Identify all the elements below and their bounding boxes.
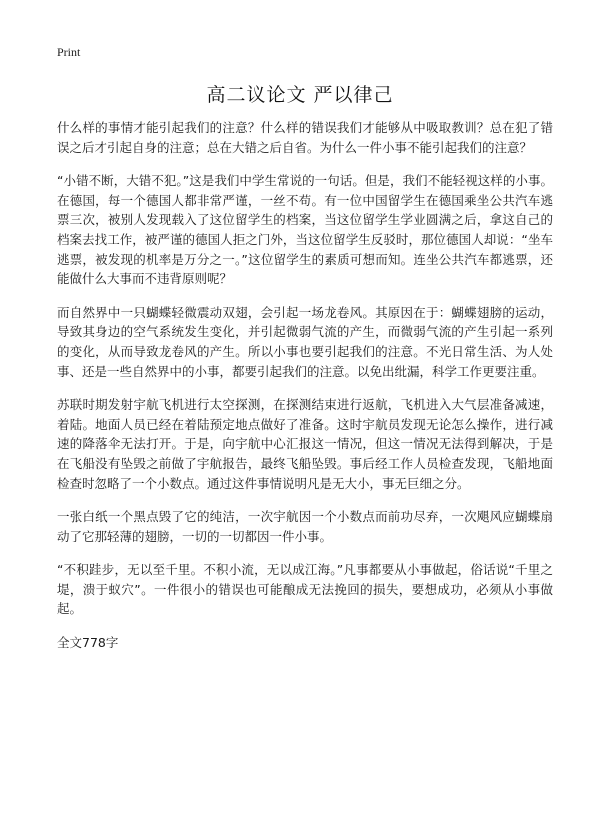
paragraph-6: “不积跬步，无以至千里。不积小流，无以成江海。”凡事都要从小事做起，俗话说“千里之堤，溃于蚁穴”。一件很小的错误也可能酿成无法挽回的损失，要想成功，必须从小事做起。	[57, 562, 553, 617]
paragraph-5: 一张白纸一个黑点毁了它的纯洁，一次宇航因一个小数点而前功尽弃，一次飓风应蝴蝶扇动了它那轻薄的翅膀，一切的一切都因一件小事。	[57, 509, 553, 544]
document-title: 高二议论文 严以律己	[206, 84, 394, 106]
word-count: 全文778字	[57, 635, 119, 651]
paragraph-4: 苏联时期发射宇航飞机进行太空探测，在探测结束进行返航，飞机进入大气层准备减速，着陆。地面人员已经在着陆预定地点做好了准备。这时宇航员发现无论怎么操作，进行减速的降落伞无法打开。于是，向宇航中心汇报这一情况，但这一情况无法得到解决，于是在飞船没有坠毁之前做了宇航报告，最终飞船坠毁。事后经工作人员检查发现，飞船地面检查时忽略了一个小数点。通过这件事情说明凡是无大小，事无巨细之分。	[57, 397, 553, 491]
paragraph-1: 什么样的事情才能引起我们的注意？什么样的错误我们才能够从中吸取教训？总在犯了错误之后才引起自身的注意；总在大错之后自省。为什么一件小事不能引起我们的注意？	[57, 120, 553, 155]
document-body	[57, 118, 553, 652]
print-label[interactable]: Print	[57, 45, 81, 59]
paragraph-3: 而自然界中一只蝴蝶轻微震动双翅，会引起一场龙卷风。其原因在于：蝴蝶翅膀的运动，导致其身边的空气系统发生变化，并引起微弱气流的产生，而微弱气流的产生引起一系列的变化，从而导致龙卷风的产生。所以小事也要引起我们的注意。不光日常生活、为人处事、还是一些自然界中的小事，都要引起我们的注意。以免出纰漏，科学工作更要注重。	[57, 304, 553, 379]
paragraph-2: “小错不断，大错不犯。”这是我们中学生常说的一句话。但是，我们不能轻视这样的小事。在德国，每一个德国人都非常严谨，一丝不苟。有一位中国留学生在德国乘坐公共汽车逃票三次，被别人发现载入了这位留学生的档案，当这位留学生学业圆满之后，拿这自己的档案去找工作，被严谨的德国人拒之门外，当这位留学生反驳时，那位德国人却说：“坐车逃票，被发现的机率是万分之一。”这位留学生的素质可想而知。连坐公共汽车都逃票，还能做什么大事而不违背原则呢？	[57, 173, 553, 287]
